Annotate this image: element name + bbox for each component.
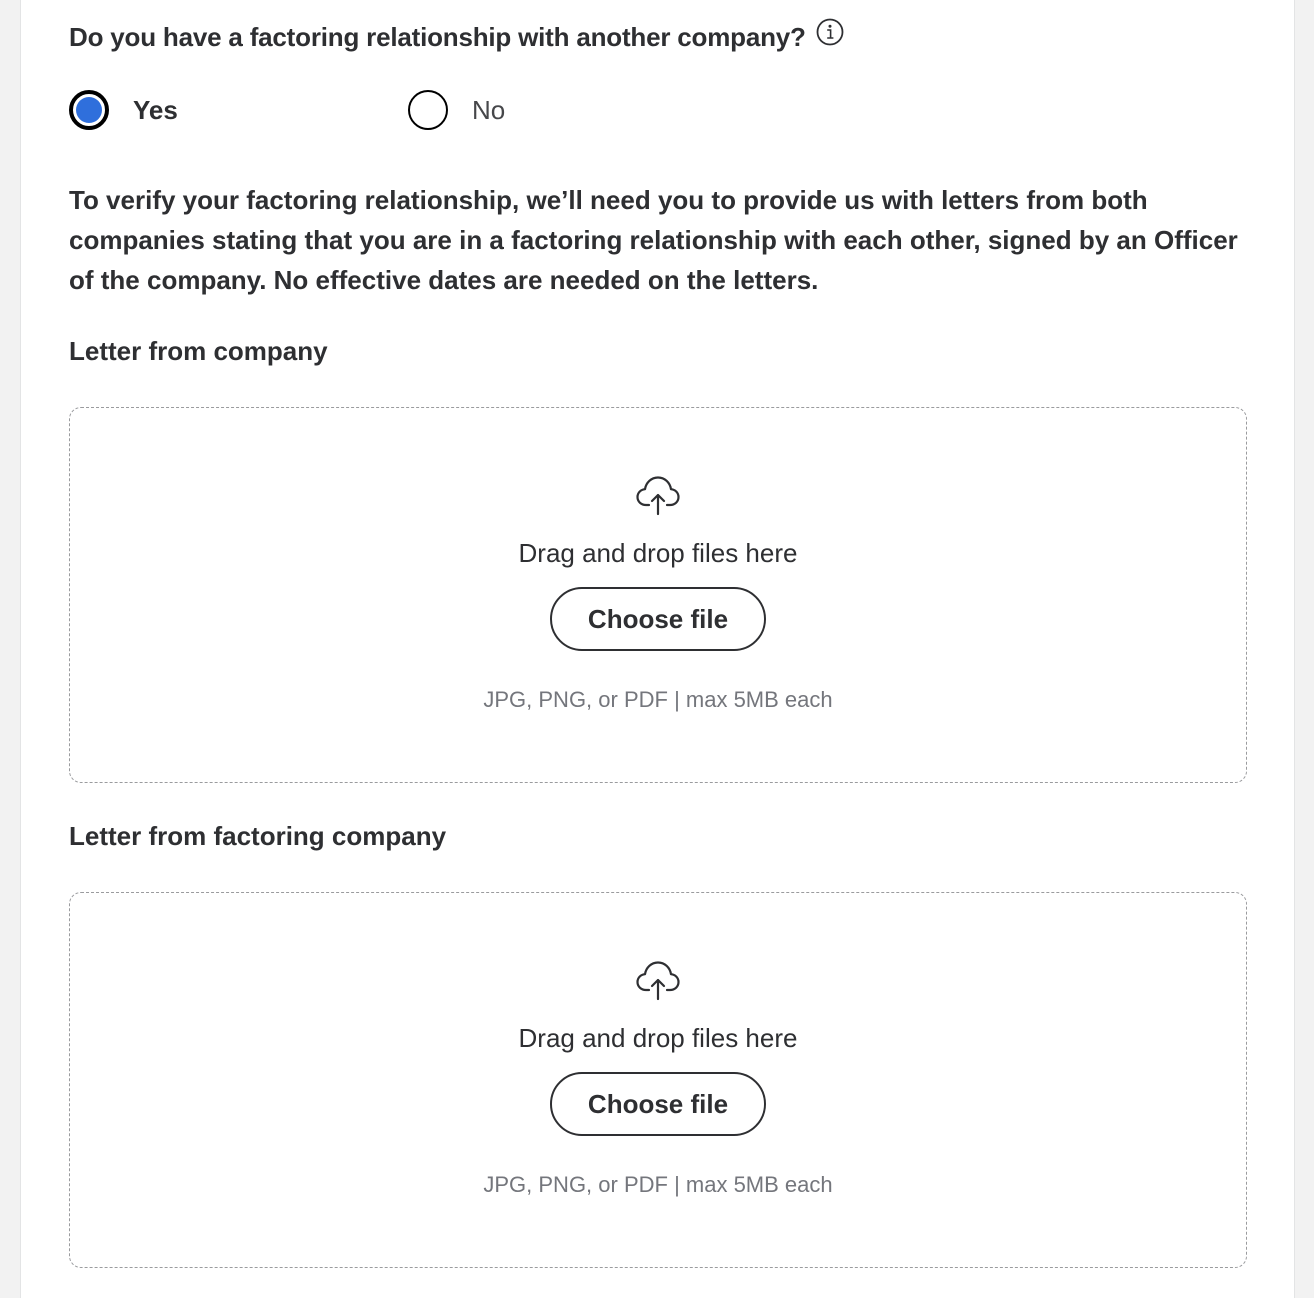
section-title-company-letter: Letter from company [69, 336, 328, 366]
radio-option-no[interactable] [408, 90, 505, 130]
factoring-radio-group [69, 90, 505, 130]
factoring-question [69, 22, 844, 53]
cloud-upload-icon [635, 474, 681, 516]
radio-option-yes[interactable] [69, 90, 408, 130]
drag-drop-text: Drag and drop files here [518, 1023, 798, 1053]
radio-yes-dot [76, 97, 102, 123]
factoring-question-text: Do you have a factoring relationship with another company? [69, 22, 806, 52]
drag-drop-text: Drag and drop files here [518, 538, 798, 568]
info-icon[interactable] [816, 18, 844, 46]
radio-no[interactable] [408, 90, 448, 130]
dropzone-factoring-letter[interactable] [69, 892, 1247, 1268]
choose-file-button[interactable]: Choose file [550, 587, 766, 651]
choose-file-button[interactable]: Choose file [550, 1072, 766, 1136]
radio-yes-label: Yes [133, 94, 178, 125]
cloud-upload-icon [635, 959, 681, 1001]
verification-description: To verify your factoring relationship, we’ll need you to provide us with letters from both companies stating that you are in a factoring relationship with each other, signed by an Officer of the company. No effective dates are needed on the letters. [69, 185, 1238, 295]
file-format-hint: JPG, PNG, or PDF | max 5MB each [483, 687, 833, 712]
dropzone-company-letter[interactable] [69, 407, 1247, 783]
file-format-hint: JPG, PNG, or PDF | max 5MB each [483, 1172, 833, 1197]
radio-yes[interactable] [69, 90, 109, 130]
section-title-factoring-letter: Letter from factoring company [69, 821, 447, 851]
form-card [20, 0, 1295, 1298]
radio-no-label: No [472, 94, 506, 125]
